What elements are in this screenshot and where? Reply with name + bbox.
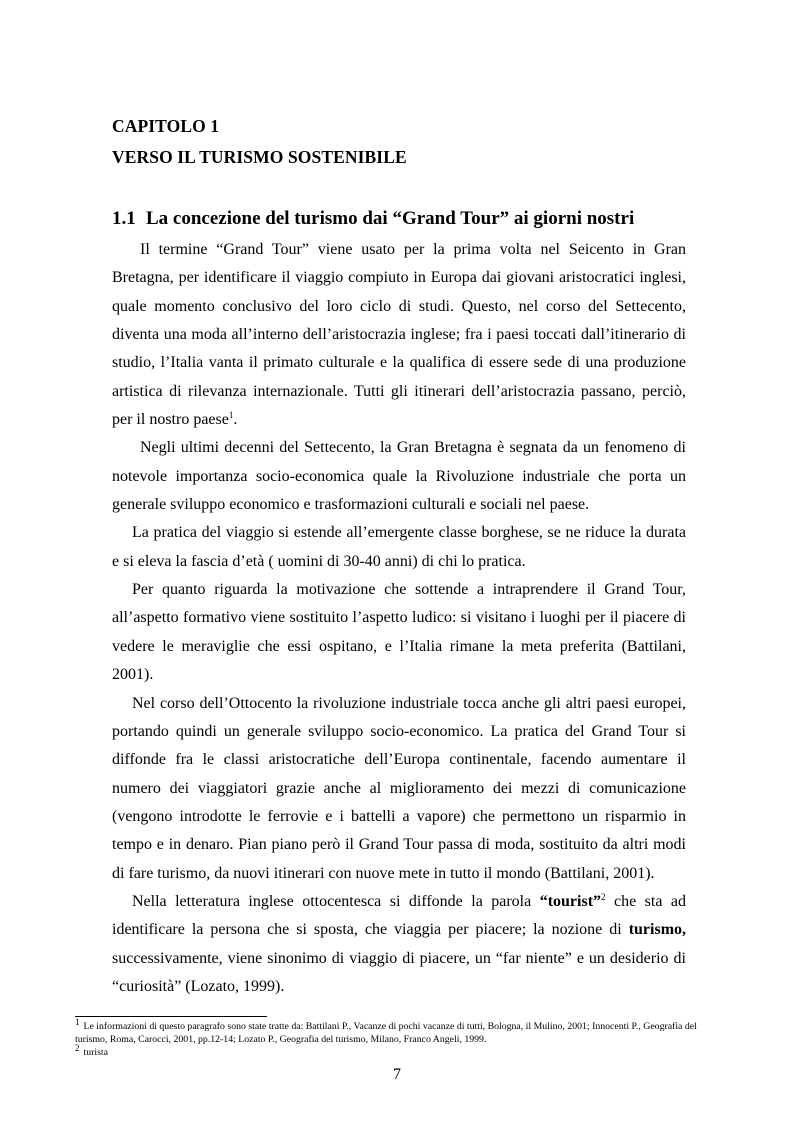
body-text: [112, 236, 686, 1001]
chapter-label: CAPITOLO 1: [112, 116, 220, 136]
section-title: La concezione del turismo dai “Grand Tour” ai giorni nostri: [146, 208, 635, 229]
footnote-text: Le informazioni di questo paragrafo sono state tratte da: Battilani P., Vacanze di pochi vacanze di tutti, Bologna, il Mulino, 2001; Innocenti P., Geografia del turismo, Roma, Carocci, 2001, pp.12-14; Lozato P., Geografia del turismo, Milano, Franco Angeli, 1999.: [75, 1021, 697, 1045]
term-tourist: “tourist”: [539, 892, 602, 910]
paragraph: La pratica del viaggio si estende all’emergente classe borghese, se ne riduce la durata e si eleva la fascia d’età ( uomini di 30-40 anni) di chi lo pratica.: [112, 524, 686, 570]
footnote: [75, 1017, 720, 1046]
paragraph-text: Nella letteratura inglese ottocentesca si diffonde la parola: [132, 892, 532, 910]
paragraph: [112, 236, 686, 434]
section-heading: [112, 208, 712, 230]
paragraph: Negli ultimi decenni del Settecento, la Gran Bretagna è segnata da un fenomeno di notevole importanza socio-economica quale la Rivoluzione industriale che porta un generale sviluppo economico e trasformazioni culturali e sociali nel paese.: [112, 439, 686, 514]
footnote-text: turista: [83, 1047, 108, 1058]
chapter-title: VERSO IL TURISMO SOSTENIBILE: [112, 147, 407, 167]
paragraph-text: successivamente, viene sinonimo di viaggio di piacere, un “far niente” e un desiderio di “curiosità” (Lozato, 1999).: [112, 949, 686, 995]
paragraph-text: .: [233, 411, 238, 429]
footnotes: [75, 1017, 720, 1059]
footnote-ref: 2: [601, 891, 606, 902]
footnote: [75, 1043, 720, 1059]
footnote-number: 1: [75, 1017, 80, 1027]
paragraph: Nel corso dell’Ottocento la rivoluzione industriale tocca anche gli altri paesi europei, portando quindi un generale sviluppo socio-economico. La pratica del Grand Tour si diffonde fra le classi aristocratiche dell’Europa continentale, facendo aumentare il numero dei viaggiatori grazie anche al miglioramento dei mezzi di comunicazione (vengono introdotte le ferrovie e i battelli a vapore) che permettono un risparmio in tempo e in denaro. Pian piano però il Grand Tour passa di moda, sostituito da altri modi di fare turismo, da nuovi itinerari con nuove mete in tutto il mondo (Battilani, 2001).: [112, 694, 686, 882]
paragraph-text: Il termine “Grand Tour” viene usato per la prima volta nel Seicento in Gran Bretagna, per identificare il viaggio compiuto in Europa dai giovani aristocratici inglesi, quale momento conclusivo del loro ciclo di studi. Questo, nel corso del Settecento, diventa una moda all’interno dell’aristocrazia inglese; fra i paesi toccati dall’itinerario di studio, l’Italia vanta il primato culturale e la qualifica di essere sede di una produzione artistica di rilevanza internazionale. Tutti gli itinerari dell’aristocrazia passano, perciò, per il nostro paese: [112, 241, 686, 429]
paragraph: Per quanto riguarda la motivazione che sottende a intraprendere il Grand Tour, all’aspetto formativo viene sostituito l’aspetto ludico: si visitano i luoghi per il piacere di vedere le meraviglie che essi ospitano, e l’Italia rimane la meta preferita (Battilani, 2001).: [112, 581, 686, 684]
term-turismo: turismo,: [628, 921, 687, 939]
footnote-number: 2: [75, 1043, 80, 1053]
paragraph-text: che sta ad identificare la persona che si sposta, che viaggia per piacere; la nozione di: [112, 892, 687, 939]
footnote-ref: 1: [228, 410, 234, 421]
section-number: 1.1: [112, 208, 136, 229]
page-number: 7: [393, 1066, 401, 1083]
footnote-divider: [75, 1016, 267, 1017]
paragraph: [112, 888, 686, 1001]
